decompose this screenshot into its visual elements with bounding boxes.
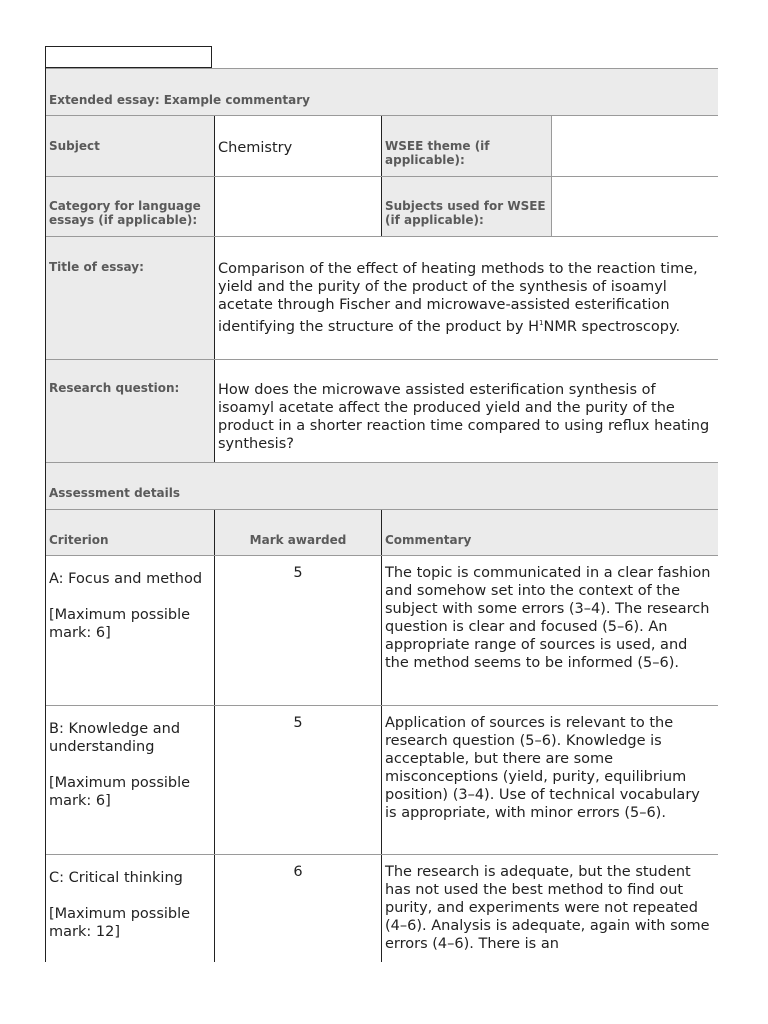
essay-title-row [46,236,718,359]
subject-label-cell [46,116,214,176]
commentary-a-cell [381,556,718,705]
mark-header: Mark awarded [249,533,347,547]
research-question-row [46,359,718,462]
essay-title-superscript: 1 [539,319,544,327]
criterion-a-cell [46,556,214,705]
subject-label: Subject [49,139,100,153]
subject-value: Chemistry [218,140,293,156]
essay-title-label: Title of essay: [49,260,144,274]
commentary-c-cell [381,855,718,962]
subject-value-cell [214,116,381,176]
commentary-text: The research is adequate, but the student has not used the best method to find out purity, and experiments were not repeated (4–6). Analysis is adequate, again with some errors (4–6). There is an [385,864,710,952]
criterion-name: B: Knowledge and understanding [49,721,181,755]
subjects-used-label-cell [381,177,551,236]
criterion-name: A: Focus and method [49,571,203,587]
criterion-header: Criterion [49,533,109,547]
rq-label-cell [46,360,214,462]
essay-title-value-cell [214,237,718,359]
wsee-theme-label: WSEE theme (if applicable): [385,139,490,167]
assessment-header-row [46,509,718,555]
criterion-b-cell [46,706,214,854]
assessment-title: Assessment details [49,486,181,500]
mark-awarded: 6 [293,864,303,880]
top-empty-box [45,46,212,68]
subjects-used-value-cell [551,177,718,236]
criterion-row-c [46,854,718,962]
subject-row [46,115,718,176]
form-header-cell [46,69,718,115]
criterion-max-mark: [Maximum possible mark: 6] [49,775,191,809]
criterion-row-b [46,705,718,854]
essay-title-value [218,260,715,336]
mark-a-cell [214,556,381,705]
commentary-header: Commentary [385,533,472,547]
form-title: Extended essay: Example commentary [49,93,310,107]
commentary-b-cell [381,706,718,854]
criterion-row-a [46,555,718,705]
commentary-header-cell [381,510,718,555]
criterion-max-mark: [Maximum possible mark: 6] [49,607,191,641]
criterion-name: C: Critical thinking [49,870,183,886]
category-label-cell [46,177,214,236]
research-question-value: How does the microwave assisted esterification synthesis of isoamyl acetate affect the produced yield and the purity of the product in a shorter reaction time compared to using reflux heating synthesis? [218,382,710,452]
assessment-title-row [46,462,718,509]
subjects-used-label: Subjects used for WSEE (if applicable): [385,199,546,227]
category-label: Category for language essays (if applicable): [49,199,201,227]
form-header-row [46,68,718,115]
wsee-theme-label-cell [381,116,551,176]
mark-header-cell [214,510,381,555]
assessment-title-cell [46,463,718,509]
essay-title-label-cell [46,237,214,359]
category-row [46,176,718,236]
mark-c-cell [214,855,381,962]
commentary-text: Application of sources is relevant to the research question (5–6). Knowledge is acceptable, but there are some misconceptions (yield, purity, equilibrium position) (3–4). Use of technical vocabulary is appropriate, with minor errors (5–6). [385,715,700,821]
research-question-label: Research question: [49,381,180,395]
rq-value-cell [214,360,718,462]
criterion-c-cell [46,855,214,962]
commentary-text: The topic is communicated in a clear fashion and somehow set into the context of the subject with some errors (3–4). The research question is clear and focused (5–6). An appropriate range of sources is used, and the method seems to be informed (5–6). [385,565,711,671]
mark-awarded: 5 [293,715,303,731]
mark-awarded: 5 [293,565,303,581]
essay-title-text-main: Comparison of the effect of heating methods to the reaction time, yield and the purity of the product of the synthesis of isoamyl acetate through Fischer and microwave-assisted esterification identifying the structure of the product by H [218,261,698,335]
commentary-form [45,68,718,962]
category-value-cell [214,177,381,236]
criterion-header-cell [46,510,214,555]
mark-b-cell [214,706,381,854]
wsee-theme-value-cell [551,116,718,176]
essay-title-text-tail: NMR spectroscopy. [543,318,681,335]
criterion-max-mark: [Maximum possible mark: 12] [49,906,191,940]
